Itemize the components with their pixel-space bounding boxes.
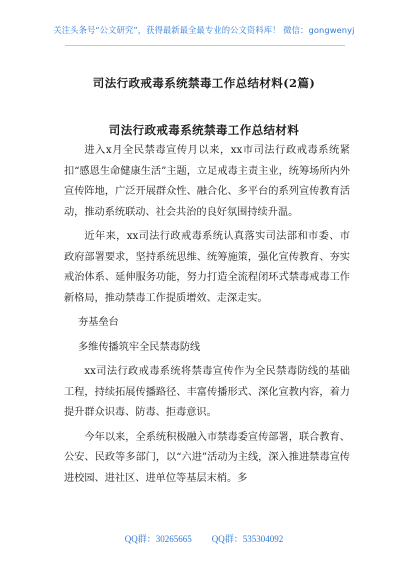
- document-title: 司法行政戒毒系统禁毒工作总结材料(2篇): [92, 76, 316, 90]
- document-body: [64, 141, 350, 493]
- paragraph: 进入x月全民禁毒宣传月以来，xx市司法行政戒毒系统紧扣“感恩生命健康生活”主题，立足戒毒主责主业，统筹场所内外宣传阵地，广泛开展群众性、融合化、多平台的系列宣传教育活动，推动系统联动、社会共治的良好氛围持续升温。: [64, 145, 350, 218]
- qq-group-1[interactable]: QQ群：30265665: [124, 534, 192, 544]
- promo-banner[interactable]: 关注头条号“公文研究”，获得最新最全最专业的公文资料库！ 微信：gongwenyj: [53, 25, 355, 35]
- subheading: 多维传播筑牢全民禁毒防线: [78, 341, 201, 353]
- subheading: 夯基垒台: [78, 317, 119, 328]
- header-divider: [65, 45, 345, 46]
- section-title: 司法行政戒毒系统禁毒工作总结材料: [108, 123, 300, 137]
- paragraph: xx司法行政戒毒系统将禁毒宣传作为全民禁毒防线的基础工程，持续拓展传播路径、丰富传播形式、深化宣教内容，着力提升群众识毒、防毒、拒毒意识。: [64, 366, 350, 418]
- footer-contact: [0, 532, 408, 545]
- qq-group-2[interactable]: QQ群：535304092: [211, 534, 284, 544]
- paragraph: 近年来，xx司法行政戒毒系统认真落实司法部和市委、市政府部署要求，坚持系统思维、统筹施策，强化宣传教育、夯实戒治体系、延伸服务功能，努力打造全流程闭环式禁毒戒毒工作新格局，推动禁毒工作提质增效、走深走实。: [64, 231, 350, 304]
- paragraph: 今年以来，全系统积极融入市禁毒委宣传部署，联合教育、公安、民政等多部门，以“六进”活动为主线，深入推进禁毒宣传进校园、进社区、进单位等基层末梢。多: [64, 431, 350, 484]
